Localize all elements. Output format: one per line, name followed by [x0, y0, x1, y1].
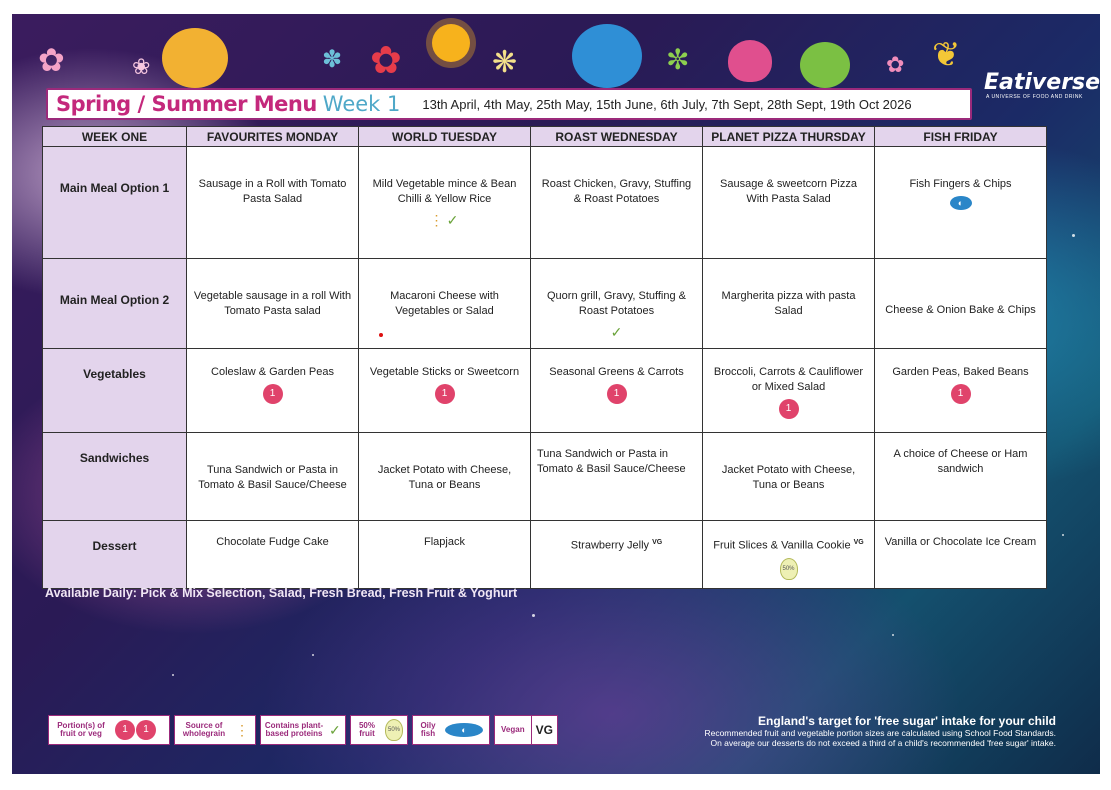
cell-icons — [709, 399, 868, 419]
meal-text: Coleslaw & Garden Peas — [211, 366, 334, 378]
legend-label: Portion(s) of fruit or veg — [57, 721, 105, 738]
apple-icon: 1 — [779, 399, 799, 419]
menu-cell — [703, 521, 875, 589]
legend-icons — [443, 723, 485, 737]
table-row — [43, 259, 1047, 349]
meal-text: Flapjack — [424, 536, 465, 548]
meal-text: Macaroni Cheese with Vegetables or Salad — [390, 290, 499, 317]
legend-icons — [113, 720, 158, 740]
meal-text: Vanilla or Chocolate Ice Cream — [884, 536, 1037, 548]
flower-icon: ✿ — [886, 52, 905, 77]
menu-cell — [875, 259, 1047, 349]
legend-fruit50 — [350, 715, 408, 745]
menu-cell — [875, 147, 1047, 259]
menu-cell — [875, 521, 1047, 589]
meal-text: Quorn grill, Gravy, Stuffing & Roast Potatoes — [547, 290, 686, 317]
available-daily-text: Available Daily: Pick & Mix Selection, Salad, Fresh Bread, Fresh Fruit & Yoghurt — [45, 586, 518, 600]
menu-cell — [187, 259, 359, 349]
legend-label: Oily fish — [420, 721, 436, 738]
menu-table — [42, 126, 1047, 589]
meal-text: Broccoli, Carrots & Cauliflower or Mixed Salad — [713, 366, 864, 393]
menu-cell — [359, 147, 531, 259]
meal-text: Fruit Slices & Vanilla Cookie — [713, 539, 851, 552]
apple-icon: 1 — [263, 384, 283, 404]
star-decoration — [892, 634, 894, 636]
eativerse-logo: Eativerse — [984, 70, 1100, 95]
menu-cell — [875, 349, 1047, 433]
alien-character — [572, 24, 642, 88]
cell-icons — [709, 558, 868, 580]
footer-line: Recommended fruit and vegetable portion sizes are calculated using School Food Standards. — [704, 728, 1056, 738]
alien-character — [800, 42, 850, 88]
meal-text: Sausage & sweetcorn Pizza With Pasta Salad — [720, 178, 857, 205]
star-decoration — [1062, 534, 1064, 536]
grain-icon: ⋮ — [429, 212, 444, 228]
menu-cell — [531, 521, 703, 589]
fish-icon: ◐ — [950, 196, 972, 210]
legend-fruit-veg — [48, 715, 170, 745]
menu-cell — [359, 259, 531, 349]
menu-cell — [359, 521, 531, 589]
menu-cell — [531, 259, 703, 349]
meal-text: Margherita pizza with pasta Salad — [721, 290, 856, 317]
meal-text: Vegetable Sticks or Sweetcorn — [369, 366, 520, 378]
menu-cell — [703, 433, 875, 521]
vegan-code: VG — [531, 716, 557, 744]
meal-text: Garden Peas, Baked Beans — [892, 366, 1029, 378]
logo-tagline: A UNIVERSE OF FOOD AND DRINK — [986, 94, 1083, 100]
heart-character — [728, 40, 772, 82]
cell-icons — [365, 211, 524, 229]
table-header-row — [43, 127, 1047, 147]
day-header-tuesday: WORLD TUESDAY — [359, 127, 531, 147]
apple-icon: 1 — [607, 384, 627, 404]
day-header-thursday: PLANET PIZZA THURSDAY — [703, 127, 875, 147]
page-title: Spring / Summer Menu — [56, 92, 317, 116]
meal-text: Tuna Sandwich or Pasta in Tomato & Basil Sauce/Cheese — [198, 464, 347, 491]
leaf-icon: ✓ — [610, 324, 623, 340]
menu-cell — [703, 349, 875, 433]
menu-cell — [359, 349, 531, 433]
footer-title: England's target for 'free sugar' intake for your child — [758, 714, 1056, 728]
legend-wholegrain — [174, 715, 256, 745]
menu-cell — [187, 521, 359, 589]
apple-icon: 1 — [115, 720, 135, 740]
meal-text: Mild Vegetable mince & Bean Chilli & Yellow Rice — [372, 178, 517, 205]
row-label: Dessert — [43, 521, 187, 589]
week-label: Week 1 — [322, 92, 401, 116]
flower-icon: ❦ — [932, 36, 961, 74]
cell-icons — [881, 196, 1040, 210]
meal-text: Tuna Sandwich or Pasta in Tomato & Basil Sauce/Cheese — [537, 448, 686, 475]
meal-text: Jacket Potato with Cheese, Tuna or Beans — [377, 464, 512, 491]
star-decoration — [1072, 234, 1075, 237]
menu-cell — [187, 433, 359, 521]
menu-cell — [875, 433, 1047, 521]
legend-vegan — [494, 715, 558, 745]
apple-icon: 1 — [136, 720, 156, 740]
grain-icon: ⋮ — [235, 722, 249, 738]
red-dot-mark — [379, 333, 383, 337]
cell-icons — [537, 384, 696, 404]
legend-icons — [233, 721, 251, 739]
meal-text: Fish Fingers & Chips — [909, 178, 1012, 190]
star-decoration — [532, 614, 535, 617]
menu-cell — [359, 433, 531, 521]
cell-icons — [365, 384, 524, 404]
legend-oily-fish — [412, 715, 490, 745]
menu-poster — [12, 14, 1100, 774]
flower-icon: ✿ — [370, 40, 402, 82]
pear-icon: 50% — [780, 558, 798, 580]
meal-text: Cheese & Onion Bake & Chips — [885, 304, 1036, 316]
flower-icon: ✿ — [38, 42, 65, 78]
meal-text: Jacket Potato with Cheese, Tuna or Beans — [721, 464, 856, 491]
legend-label: Vegan — [501, 725, 525, 734]
vegan-mark: VG — [853, 539, 864, 546]
star-decoration — [172, 674, 174, 676]
apple-icon: 1 — [951, 384, 971, 404]
menu-cell — [187, 147, 359, 259]
free-sugar-note — [704, 714, 1056, 748]
legend-icons — [327, 721, 345, 739]
cell-icons — [193, 384, 352, 404]
menu-cell — [703, 147, 875, 259]
week-one-header: WEEK ONE — [43, 127, 187, 147]
menu-cell — [703, 259, 875, 349]
meal-text: Sausage in a Roll with Tomato Pasta Salad — [198, 178, 347, 205]
legend-label: 50% fruit — [358, 721, 375, 738]
row-label: Main Meal Option 2 — [43, 259, 187, 349]
row-label: Sandwiches — [43, 433, 187, 521]
meal-text: Seasonal Greens & Carrots — [549, 366, 684, 378]
cell-icons — [881, 384, 1040, 404]
row-label: Vegetables — [43, 349, 187, 433]
table-row — [43, 433, 1047, 521]
legend-label: Contains plant-based proteins — [264, 721, 324, 738]
cell-icons — [537, 323, 696, 341]
menu-dates: 13th April, 4th May, 25th May, 15th June, 6th July, 7th Sept, 28th Sept, 19th Oct 2026 — [422, 96, 912, 112]
table-row — [43, 349, 1047, 433]
day-header-monday: FAVOURITES MONDAY — [187, 127, 359, 147]
day-header-wednesday: ROAST WEDNESDAY — [531, 127, 703, 147]
leaf-icon: ✓ — [329, 722, 341, 738]
flower-icon: ❀ — [132, 54, 151, 79]
day-header-friday: FISH FRIDAY — [875, 127, 1047, 147]
star-decoration — [312, 654, 314, 656]
meal-text: Vegetable sausage in a roll With Tomato Pasta salad — [193, 290, 352, 317]
flower-icon: ✼ — [666, 44, 690, 75]
leaf-icon: ✓ — [446, 212, 459, 228]
fish-icon: ◐ — [445, 723, 483, 737]
menu-cell — [531, 349, 703, 433]
menu-title-bar — [46, 88, 972, 120]
meal-text: Roast Chicken, Gravy, Stuffing & Roast Potatoes — [541, 178, 692, 205]
legend-plant-protein — [260, 715, 346, 745]
legend-icons — [383, 719, 405, 741]
flower-icon: ✽ — [322, 46, 343, 73]
alien-character — [162, 28, 228, 88]
sun-icon — [432, 24, 470, 62]
menu-cell — [531, 433, 703, 521]
meal-text: Strawberry Jelly — [570, 539, 650, 552]
table-row — [43, 147, 1047, 259]
vegan-mark: VG — [652, 539, 663, 546]
row-label: Main Meal Option 1 — [43, 147, 187, 259]
menu-cell — [531, 147, 703, 259]
flower-icon: ❋ — [492, 46, 518, 79]
footer-line: On average our desserts do not exceed a third of a child's recommended 'free sugar' intake. — [710, 738, 1056, 748]
meal-text: A choice of Cheese or Ham sandwich — [893, 448, 1028, 475]
legend-label: Source of wholegrain — [182, 721, 226, 738]
table-row — [43, 521, 1047, 589]
menu-cell — [187, 349, 359, 433]
pear-icon: 50% — [385, 719, 403, 741]
apple-icon: 1 — [435, 384, 455, 404]
meal-text: Chocolate Fudge Cake — [216, 536, 329, 548]
